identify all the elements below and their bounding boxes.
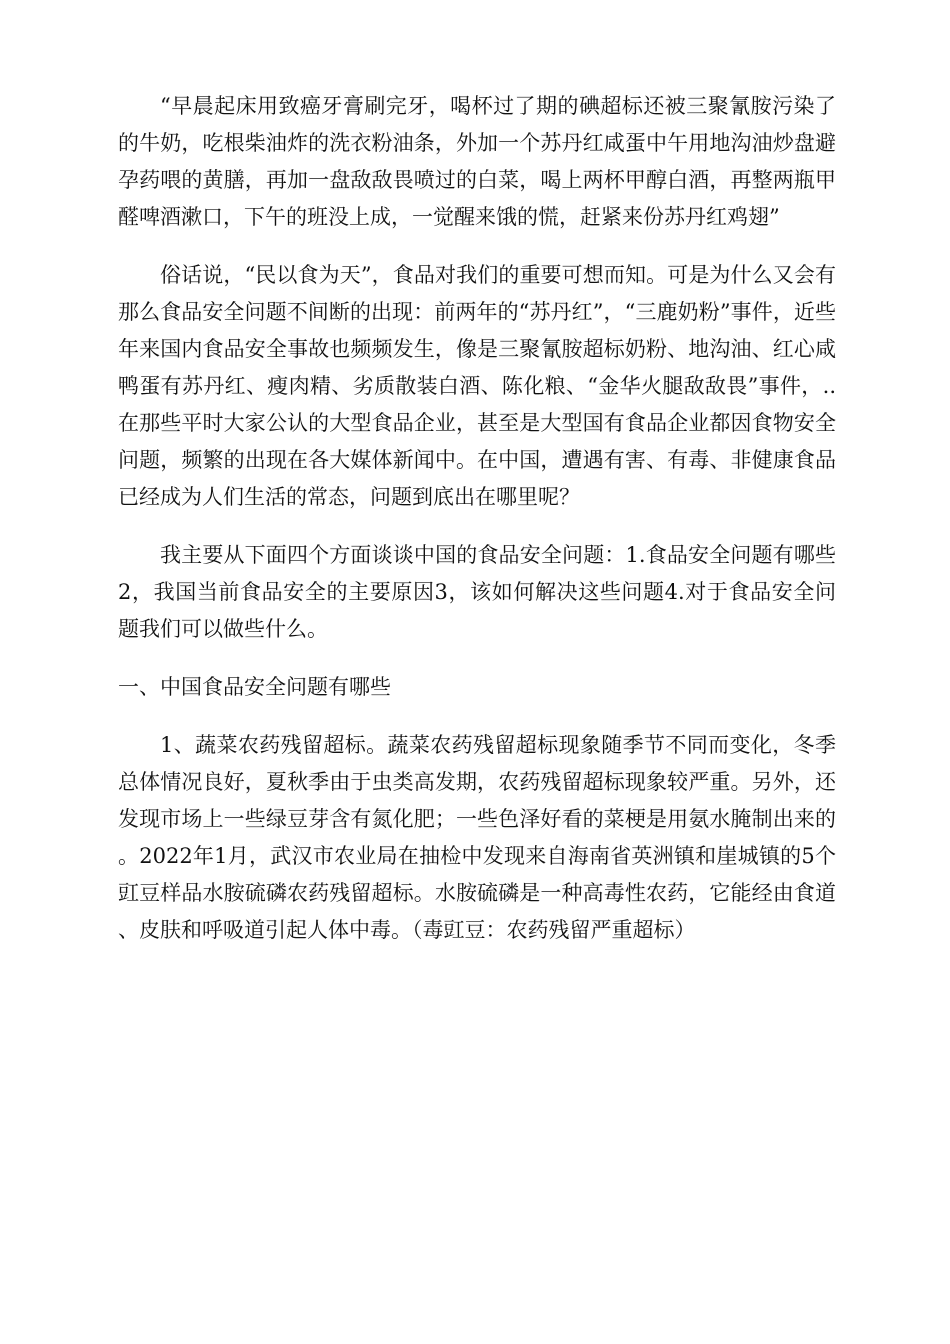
document-page [118,88,836,970]
section-heading: 一、中国食品安全问题有哪些 [118,675,391,699]
section-paragraph: 1、蔬菜农药残留超标。蔬菜农药残留超标现象随季节不同而变化，冬季总体情况良好，夏秋季由于虫类高发期，农药残留超标现象较严重。另外，还发现市场上一些绿豆芽含有氮化肥；一些色泽好看的菜梗是用氨水腌制出来的。2022年1月，武汉市农业局在抽检中发现来自海南省英洲镇和崖城镇的5个豇豆样品水胺硫磷农药残留超标。水胺硫磷是一种高毒性农药，它能经由食道、皮肤和呼吸道引起人体中毒。（毒豇豆：农药残留严重超标） [118,733,836,942]
outline-paragraph: 我主要从下面四个方面谈谈中国的食品安全问题：1.食品安全问题有哪些2，我国当前食品安全的主要原因3，该如何解决这些问题4.对于食品安全问题我们可以做些什么。 [118,543,836,641]
intro-quote-paragraph: “早晨起床用致癌牙膏刷完牙，喝杯过了期的碘超标还被三聚氰胺污染了的牛奶，吃根柴油炸的洗衣粉油条，外加一个苏丹红咸蛋中午用地沟油炒盘避孕药喂的黄膳，再加一盘敌敌畏喷过的白菜，喝上两杯甲醇白酒，再整两瓶甲醛啤酒漱口，下午的班没上成，一觉醒来饿的慌，赶紧来份苏丹红鸡翅” [118,94,836,229]
background-paragraph: 俗话说，“民以食为天”，食品对我们的重要可想而知。可是为什么又会有那么食品安全问题不间断的出现：前两年的“苏丹红”，“三鹿奶粉”事件，近些年来国内食品安全事故也频频发生，像是三聚氰胺超标奶粉、地沟油、红心咸鸭蛋有苏丹红、瘦肉精、劣质散装白酒、陈化粮、“金华火腿敌敌畏”事件，..在那些平时大家公认的大型食品企业，甚至是大型国有食品企业都因食物安全问题，频繁的出现在各大媒体新闻中。在中国，遭遇有害、有毒、非健康食品已经成为人们生活的常态，问题到底出在哪里呢？ [118,263,836,509]
